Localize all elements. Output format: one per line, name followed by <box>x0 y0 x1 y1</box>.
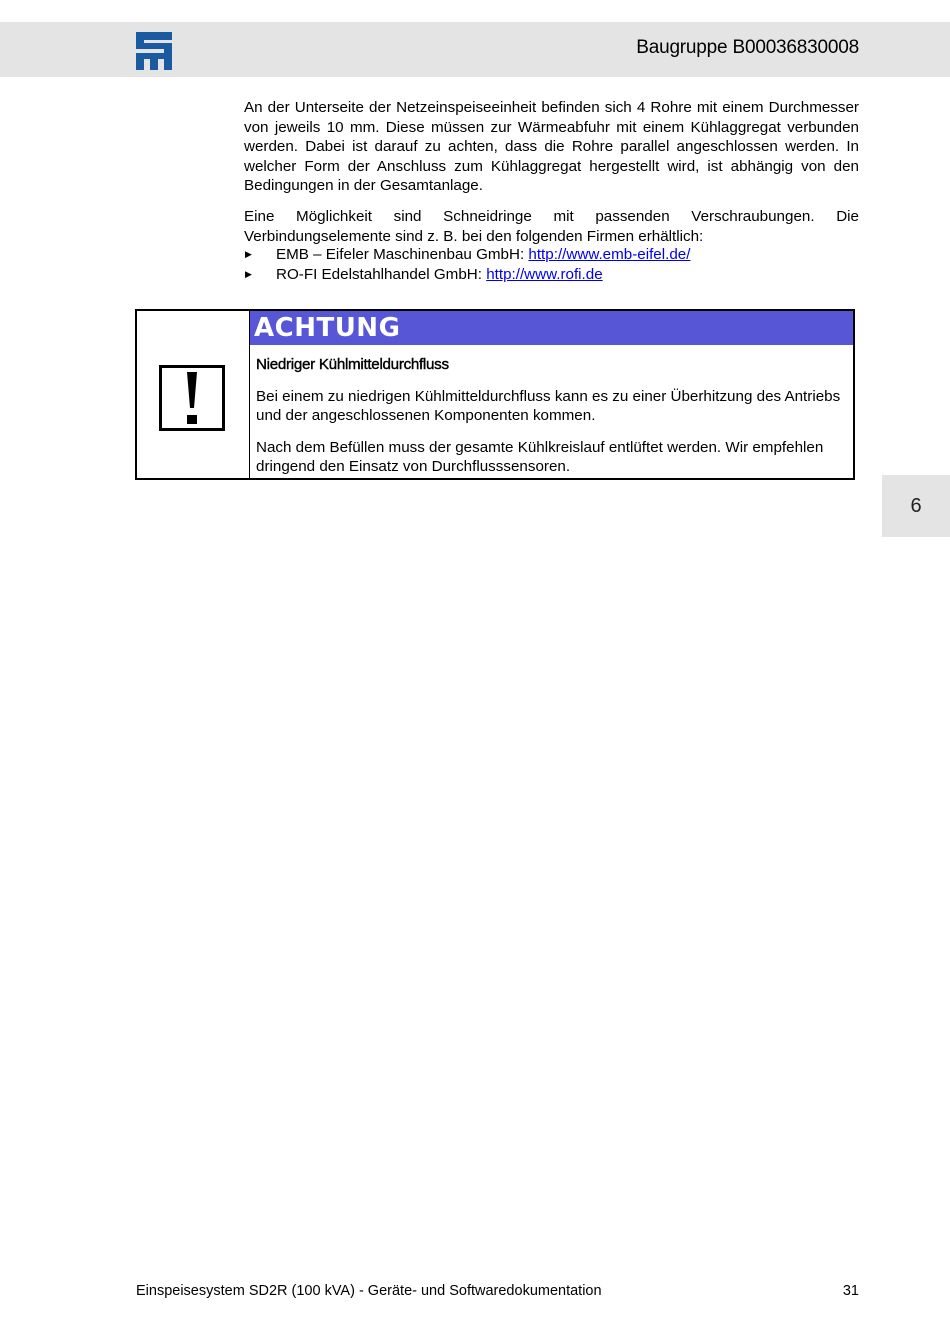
warning-paragraph: Bei einem zu niedrigen Kühlmitteldurchfluss kann es zu einer Überhitzung des Antriebs und der angeschlossenen Komponenten kommen. <box>256 387 841 424</box>
bullet-arrow-icon: ▶ <box>245 268 252 279</box>
supplier-link[interactable]: http://www.emb-eifel.de/ <box>528 246 691 263</box>
supplier-link[interactable]: http://www.rofi.de <box>486 265 603 283</box>
warning-subtitle: Niedriger Kühlmitteldurchfluss <box>256 356 449 373</box>
bullet-arrow-icon: ▶ <box>245 249 252 259</box>
connector-paragraph: Eine Möglichkeit sind Schneidringe mit passenden Verschraubungen. Die Verbindungselemente sind z. B. bei den folgenden Firmen erhältlich: <box>244 208 859 245</box>
supplier-name: EMB – Eifeler Maschinenbau GmbH: <box>276 246 529 263</box>
warning-heading: ACHTUNG <box>250 311 853 345</box>
intro-paragraph: An der Unterseite der Netzeinspeiseeinheit befinden sich 4 Rohre mit einem Durchmesser von jeweils 10 mm. Diese müssen zur Wärmeabfuhr mit einem Kühlaggregat verbunden werden. Dabei ist darauf zu achten, dass die Rohre parallel angeschlossen werden. In welcher Form der Anschluss zum Kühlaggregat hergestellt wird, ist abhängig von den Bedingungen in der Gesamtanlage. <box>244 99 859 194</box>
list-item <box>244 245 859 265</box>
supplier-name: RO-FI Edelstahlhandel GmbH: <box>276 265 487 283</box>
chapter-tab: 6 <box>882 475 950 537</box>
header-title: Baugruppe B00036830008 <box>636 37 859 58</box>
warning-content <box>256 355 843 489</box>
sew-logo-icon <box>136 32 172 70</box>
warning-icon-cell <box>137 311 250 478</box>
warning-box <box>135 309 855 480</box>
exclamation-mark-icon <box>182 370 202 426</box>
footer-document-title: Einspeisesystem SD2R (100 kVA) - Geräte- und Softwaredokumentation <box>136 1283 602 1299</box>
supplier-list <box>244 245 859 284</box>
page-number: 31 <box>842 1283 859 1299</box>
list-item <box>244 265 859 285</box>
warning-paragraph: Nach dem Befüllen muss der gesamte Kühlkreislauf entlüftet werden. Wir empfehlen dringend den Einsatz von Durchflusssensoren. <box>256 438 824 475</box>
exclamation-warning-icon <box>159 365 225 431</box>
